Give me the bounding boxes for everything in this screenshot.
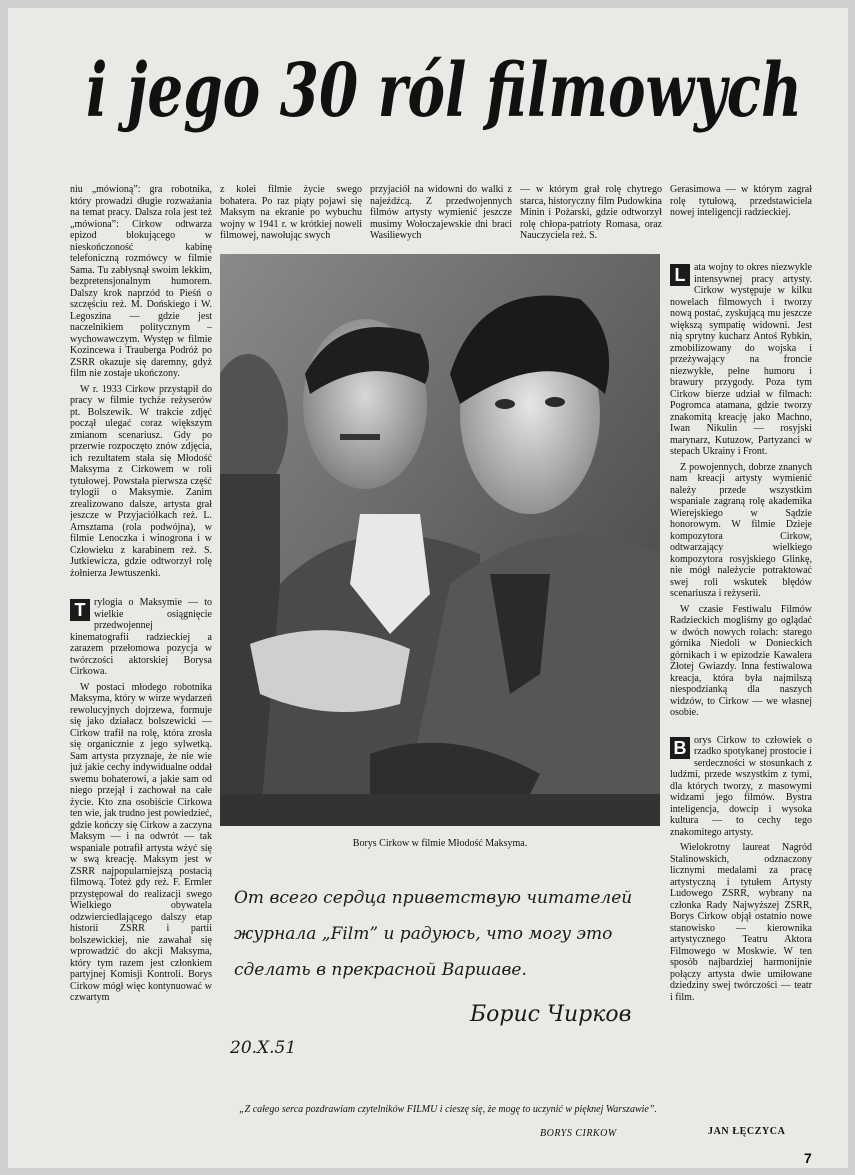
handwritten-line-1: От всего сердца приветствую читателей: [234, 888, 633, 908]
handwritten-line-3: сделать в прекрасной Варшаве.: [234, 960, 527, 980]
col1-paragraph-3: T rylogia o Maksymie — to wielkie osiągnięcie przedwojennej kinematografii radzieckiej a zarazem przełomowa pozycja w twórczości aktorskiej Borysa Cirkowa.: [70, 597, 212, 677]
handwritten-signature: Борис Чирков: [470, 1002, 632, 1027]
column-3-top: przyjaciół na widowni do walki z najeźdźcą. Z przedwojennych filmów artysty wymienić jeszcze musimy Wołoczajewskie dni braci Wasiliewych: [370, 184, 512, 241]
dropcap: L: [670, 264, 690, 286]
column-1: [70, 184, 212, 1166]
column-2-top: z kolei filmie życie swego bohatera. Po raz piąty pojawi się Maksym na ekranie po wybuchu wojny w 1941 r. w krótkiej noweli filmowej, nawołując swych: [220, 184, 362, 241]
headline-text: i jego 30 ról filmowych: [86, 48, 802, 134]
column-4-top: — w którym grał rolę chytrego starca, historyczny film Pudowkina Minin i Pożarski, gdzie odtworzył rolę chłopa-patrioty Romasa, oraz Nauczyciela reż. S.: [520, 184, 662, 241]
handwritten-line-2: журнала „Film” и радуюсь, что могу это: [234, 924, 613, 944]
article-author: JAN ŁĘCZYCA: [708, 1126, 786, 1137]
right-paragraph-5: Wielokrotny laureat Nagród Stalinowskich, odznaczony licznymi medalami za pracę artystyczną i tytułem Artysty Ludowego ZSRR, wybrany na członka Rady Najwyższej ZSRR, Borys Cirkow objął ostatnio nowe stanowisko — kierownika artystycznego Teatru Aktora Filmowego w Moskwie. W ten sposób najbardziej harmonijnie połączy artysta dwie umiłowane dziedziny swej twórczości — teatr i film.: [670, 842, 812, 1003]
headline: [86, 28, 806, 148]
col1-paragraph-2: W r. 1933 Cirkow przystąpił do pracy w filmie tychże reżyserów pt. Bolszewik. W trakcie zdjęć począł ulegać coraz większym zmianom scenariusz. Gdy po przerwie rozpoczęto znów zdjęcia, ich rezultatem stała się Młodość Maksyma z Cirkowem w roli tytułowej. Powstała pierwsza część trylogii o Maksymie. Zanim zrealizowano dalsze, artysta grał jeszcze w Przyjaciółkach reż. L. Arnsztama (rola podwójna), w filmie Lenoczka i winogrona i w Człowieku z karabinem reż. S. Jutkiewicza, gdzie odtworzył rolę żołnierza Jewtuszenki.: [70, 383, 212, 579]
handwritten-date: 20.X.51: [230, 1038, 297, 1058]
page-number: 7: [804, 1150, 812, 1166]
col1-paragraph-4: W postaci młodego robotnika Maksyma, który w wirze wydarzeń rewolucyjnych dojrzewa, formuje się jako działacz bolszewicki — Cirkow trafił na rolę, która zrosła się organicznie z jego sylwetką. Sam artysta przyznaje, że nie wie już jakie cechy indywidualne oddał swemu bohaterowi, a jakie sam od niego przejął i zachował na całe życie. Kto zna osobiście Cirkowa ten wie, jak trudno jest powiedzieć, gdzie kończy się Cirkow a zaczyna Maksym — i na odwrót — tak wspaniale potrafił artysta wżyć się w swą kreację. Maksym jest w ZSRR najpopularniejszą postacią filmową. Toteż gdy reż. F. Ermler przystępował do realizacji swego Wielkiego obywatela odzwierciedlającego dalszy etap historii ZSRR i partii bolszewickiej, nie zawahał się wprowadzić do akcji Maksyma, który tym razem jest członkiem partyjnej Komisji Kontroli. Borys Cirkow mógł więc kontynuować w czwartym: [70, 681, 212, 1003]
magazine-page: [8, 8, 848, 1168]
column-5-top: Gerasimowa — w którym zagrał rolę tytułową, przedstawiciela nowej inteligencji radzieckiej.: [670, 184, 812, 218]
dropcap: B: [670, 737, 690, 759]
photo-illustration: [220, 254, 660, 826]
col1-paragraph-1: niu „mówioną”: gra robotnika, który prowadzi długie rozważania na temat pracy. Dalsza rola jest też „mówiona”: Cirkow odtwarza epizod blokującego w nieskończoność kabinę telefoniczną rozmówcy w filmie Sama. Tu zabłysnął swoim lekkim, bezpretensjonalnym humorem. Dalszy krok naprzód to Pieśń o szczęściu reż. M. Dońskiego i W. Legoszina — gdzie jest naczelnikiem politycznym – wychowawczym. Występ w filmie Kozincewa i Trauberga Podróż po ZSRR okazuje się daremny, gdyż film nie zostaje ukończony.: [70, 184, 212, 379]
quote-signature: BORYS CIRKOW: [540, 1128, 617, 1139]
right-paragraph-1: L ata wojny to okres niezwykle intensywnej pracy artysty. Cirkow występuje w kilku nowelach filmowych i tworzy nową postać, zyskującą mu jeszcze większą sympatię widowni. Jest nią sprytny kucharz Antoś Rybkin, zmobilizowany do wojska i przeżywający na froncie niezwykłe, pełne humoru i brawury przygody. Poza tym Cirkow bierze udział w filmach: Pogromca atamana, gdzie tworzy znakomitą kreację jako Machno, Iwan Nikulin — rosyjski marynarz, Kutuzow, Partyzanci w stepach Ukrainy i Front.: [670, 262, 812, 457]
right-paragraph-4: B orys Cirkow to człowiek o rzadko spotykanej prostocie i serdeczności w stosunkach z ludźmi, przede wszystkim z tymi, dla których tworzy, z masowymi widzami jego filmów. Bystra inteligencja, dowcip i wysoka kultura — to cechy tego znakomitego artysty.: [670, 734, 812, 838]
right-paragraph-2: Z powojennych, dobrze znanych nam kreacji artysty wymienić należy przede wszystkim wspaniale zagraną rolę akademika Wierejskiego w Sądzie honorowym. W filmie Dzieje kompozytora Cirkow, odtwarzający wielkiego kompozytora rosyjskiego Glinkę, nie mógł należycie potraktować swej roli wskutek błędów scenariusza i reżyserii.: [670, 461, 812, 599]
photo-caption: Borys Cirkow w filmie Młodość Maksyma.: [352, 838, 528, 849]
translation-quote: „Z całego serca pozdrawiam czytelników FILMU i cieszę się, że mogę to uczynić w pięknej Warszawie”.: [239, 1104, 657, 1115]
dropcap: T: [70, 599, 90, 621]
column-right: [670, 262, 812, 1166]
right-paragraph-3: W czasie Festiwalu Filmów Radzieckich mogliśmy go oglądać w dwóch nowych rolach: starego górnika Niedoli w Donieckich górnikach i w epizodzie Kawalera Złotej Gwiazdy. Inna festiwalowa kreacja, która była najmilszą niespodzianką dla naszych widzów, to Cirkow — we własnej osobie.: [670, 603, 812, 718]
film-still-photo: [220, 254, 660, 826]
